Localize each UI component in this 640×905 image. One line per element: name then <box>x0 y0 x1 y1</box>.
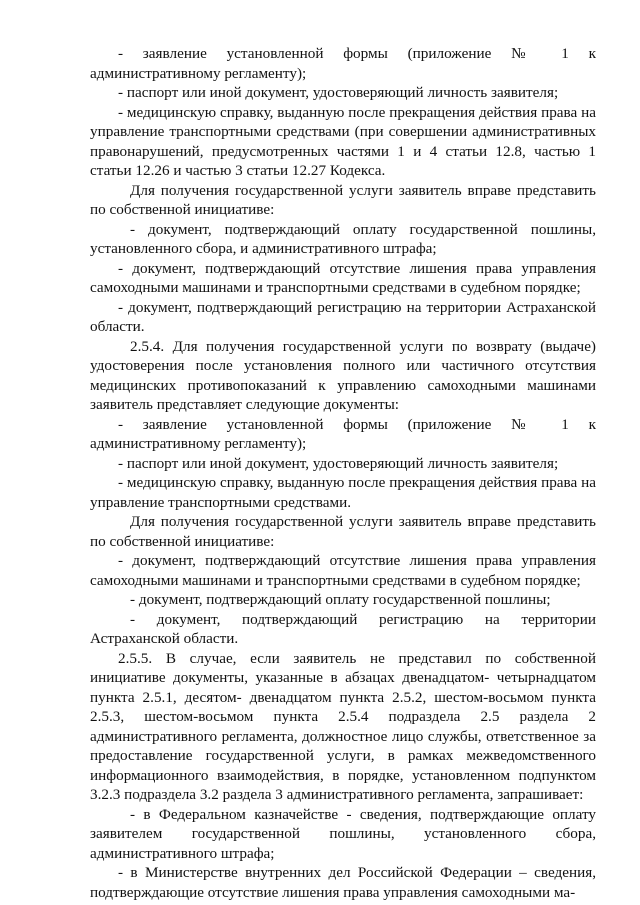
paragraph-section-2-5-4: 2.5.4. Для получения государственной услуги по возврату (выдаче) удостоверения после установления полного или частичного отсутствия медицинских противопоказаний к управлению самоходными машинами заявитель представляет следующие документы: <box>90 337 596 413</box>
paragraph-intro: Для получения государственной услуги заявитель вправе представить по собственной инициативе: <box>90 513 596 550</box>
paragraph-list-item: - заявление установленной формы (приложение № 1 к административному регламенту); <box>90 45 596 82</box>
paragraph-list-item: - паспорт или иной документ, удостоверяющий личность заявителя; <box>118 454 559 472</box>
paragraph-list-item: - документ, подтверждающий оплату государственной пошлины; <box>130 591 551 608</box>
document-page <box>90 44 596 902</box>
paragraph-intro: Для получения государственной услуги заявитель вправе представить по собственной инициативе: <box>90 181 596 218</box>
paragraph-list-item: - паспорт или иной документ, удостоверяющий личность заявителя; <box>118 84 559 101</box>
paragraph-list-item: - документ, подтверждающий оплату государственной пошлины, установленного сбора, и административного штрафа; <box>90 220 596 257</box>
paragraph-section-2-5-5: 2.5.5. В случае, если заявитель не представил по собственной инициативе документы, указанные в абзацах двенадцатом- четырнадцатом пункта 2.5.1, десятом- двенадцатом пункта 2.5.2, шестом-восьмом пункта 2.5.3, шестом-восьмом пункта 2.5.4 подраздела 2.5 раздела 2 административного регламента, должностное лицо службы, ответственное за предоставление государственной услуги, в рамках межведомственного информационного взаимодействия, в порядке, установленном подпунктом 3.2.3 подраздела 3.2 раздела 3 административного регламента, запрашивает: <box>90 649 596 803</box>
paragraph-list-item: - документ, подтверждающий отсутствие лишения права управления самоходными машинами и транспортными средствами в судебном порядке; <box>90 552 596 589</box>
paragraph-list-item: - заявление установленной формы (приложение № 1 к административному регламенту); <box>90 415 596 452</box>
paragraph-list-item: - в Министерстве внутренних дел Российской Федерации – сведения, подтверждающие отсутствие лишения права управления самоходными ма- <box>90 864 596 901</box>
paragraph-list-item: - медицинскую справку, выданную после прекращения действия права на управление транспортными средствами. <box>90 474 596 511</box>
paragraph-list-item: - в Федеральном казначействе - сведения, подтверждающие оплату заявителем государственной пошлины, установленного сбора, административного штрафа; <box>90 805 596 862</box>
paragraph-list-item: - документ, подтверждающий регистрацию на территории Астраханской области. <box>90 298 596 335</box>
paragraph-list-item: - документ, подтверждающий отсутствие лишения права управления самоходными машинами и транспортными средствами в судебном порядке; <box>90 259 596 296</box>
paragraph-list-item: - документ, подтверждающий регистрацию на территории Астраханской области. <box>90 610 596 647</box>
paragraph-list-item: - медицинскую справку, выданную после прекращения действия права на управление транспортными средствами (при совершении административных правонарушений, предусмотренных частями 1 и 4 статьи 12.8, частью 1 статьи 12.26 и частью 3 статьи 12.27 Кодекса. <box>90 103 596 179</box>
